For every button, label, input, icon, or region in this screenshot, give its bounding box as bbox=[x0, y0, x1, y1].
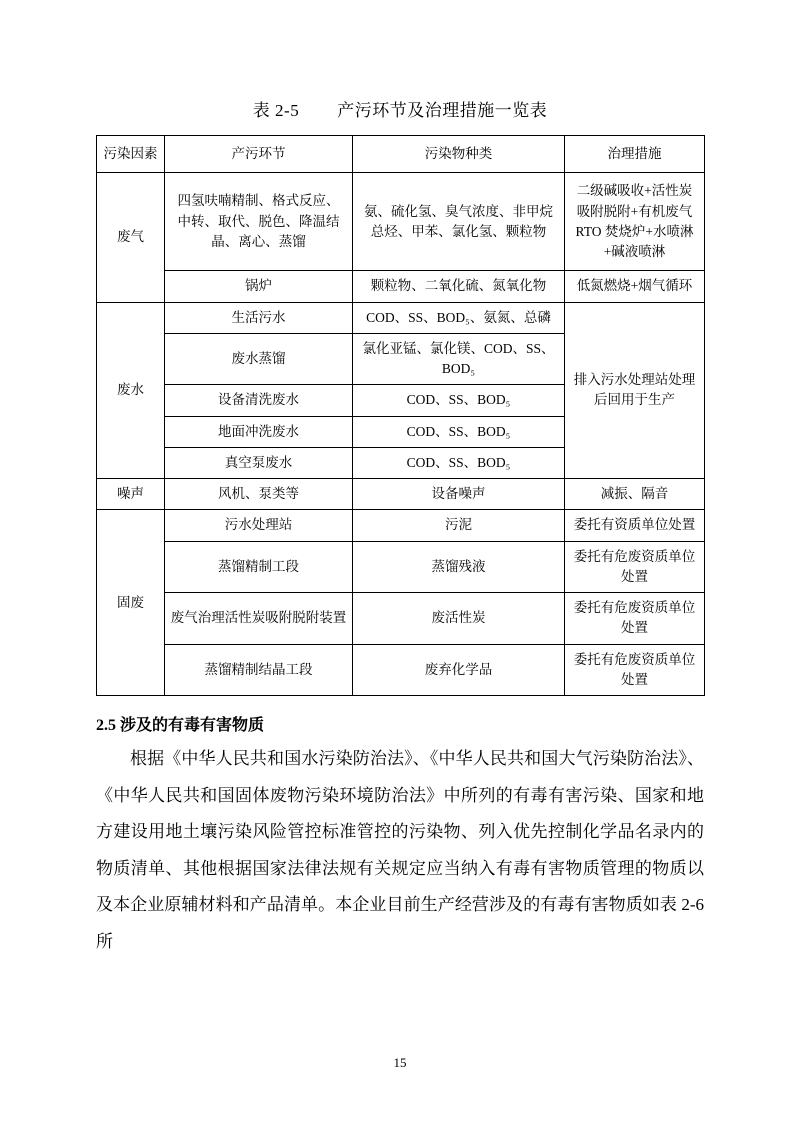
column-header-measure: 治理措施 bbox=[565, 136, 705, 173]
cell-pollutants: 废活性炭 bbox=[353, 593, 565, 645]
cell-measure: 二级碱吸收+活性炭吸附脱附+有机废气 RTO 焚烧炉+水喷淋+碱液喷淋 bbox=[565, 173, 705, 271]
cell-link: 锅炉 bbox=[165, 271, 353, 302]
cell-link: 蒸馏精制结晶工段 bbox=[165, 644, 353, 696]
cell-link: 设备清洗废水 bbox=[165, 385, 353, 416]
table-row bbox=[97, 173, 705, 271]
section-heading: 2.5 涉及的有毒有害物质 bbox=[96, 717, 265, 734]
section-paragraph: 根据《中华人民共和国水污染防治法》、《中华人民共和国大气污染防治法》、《中华人民共和国固体废物污染环境防治法》中所列的有毒有害污染、国家和地方建设用地土壤污染风险管控标准管控的污染物、列入优先控制化学品名录内的物质清单、其他根据国家法律法规有关规定应当纳入有毒有害物质管理的物质以及本企业原辅材料和产品清单。本企业目前生产经营涉及的有毒有害物质如表 2-6 所 bbox=[96, 749, 704, 951]
cell-link: 废气治理活性炭吸附脱附装置 bbox=[165, 593, 353, 645]
table-row bbox=[97, 479, 705, 510]
table-row bbox=[97, 510, 705, 541]
table-row bbox=[97, 271, 705, 302]
cell-measure: 委托有危废资质单位处置 bbox=[565, 644, 705, 696]
cell-link: 生活污水 bbox=[165, 302, 353, 333]
cell-measure: 委托有危废资质单位处置 bbox=[565, 593, 705, 645]
cell-pollutants: 污泥 bbox=[353, 510, 565, 541]
cell-measure: 低氮燃烧+烟气循环 bbox=[565, 271, 705, 302]
cell-factor: 噪声 bbox=[97, 479, 165, 510]
cell-pollutants: 设备噪声 bbox=[353, 479, 565, 510]
table-row bbox=[97, 302, 705, 333]
column-header-pollutants: 污染物种类 bbox=[353, 136, 565, 173]
cell-pollutants: 氯化亚锰、氯化镁、COD、SS、BOD₅ bbox=[353, 333, 565, 385]
cell-measure: 减振、隔音 bbox=[565, 479, 705, 510]
table-row bbox=[97, 541, 705, 593]
column-header-factor: 污染因素 bbox=[97, 136, 165, 173]
cell-measure: 委托有资质单位处置 bbox=[565, 510, 705, 541]
cell-pollutants: COD、SS、BOD₅ bbox=[353, 385, 565, 416]
cell-pollutants: 蒸馏残液 bbox=[353, 541, 565, 593]
table-row bbox=[97, 593, 705, 645]
pollution-measures-table bbox=[96, 135, 705, 696]
cell-pollutants: 氨、硫化氢、臭气浓度、非甲烷总烃、甲苯、氯化氢、颗粒物 bbox=[353, 173, 565, 271]
cell-pollutants: COD、SS、BOD₅ bbox=[353, 447, 565, 478]
page-content bbox=[96, 96, 704, 960]
cell-factor: 废水 bbox=[97, 302, 165, 479]
cell-link: 污水处理站 bbox=[165, 510, 353, 541]
page-number: 15 bbox=[393, 1055, 407, 1070]
cell-link: 风机、泵类等 bbox=[165, 479, 353, 510]
cell-pollutants: 颗粒物、二氧化硫、氮氧化物 bbox=[353, 271, 565, 302]
cell-link: 蒸馏精制工段 bbox=[165, 541, 353, 593]
cell-factor: 固废 bbox=[97, 510, 165, 696]
cell-link: 真空泵废水 bbox=[165, 447, 353, 478]
cell-pollutants: COD、SS、BOD₅ bbox=[353, 416, 565, 447]
cell-pollutants: 废弃化学品 bbox=[353, 644, 565, 696]
cell-measure: 排入污水处理站处理后回用于生产 bbox=[565, 302, 705, 479]
cell-link: 四氢呋喃精制、格式反应、中转、取代、脱色、降温结晶、离心、蒸馏 bbox=[165, 173, 353, 271]
cell-factor: 废气 bbox=[97, 173, 165, 302]
cell-link: 地面冲洗废水 bbox=[165, 416, 353, 447]
table-row bbox=[97, 644, 705, 696]
table-title: 表 2-5 产污环节及治理措施一览表 bbox=[252, 101, 548, 120]
cell-measure: 委托有危废资质单位处置 bbox=[565, 541, 705, 593]
cell-pollutants: COD、SS、BOD₅、氨氮、总磷 bbox=[353, 302, 565, 333]
table-header-row bbox=[97, 136, 705, 173]
column-header-link: 产污环节 bbox=[165, 136, 353, 173]
cell-link: 废水蒸馏 bbox=[165, 333, 353, 385]
